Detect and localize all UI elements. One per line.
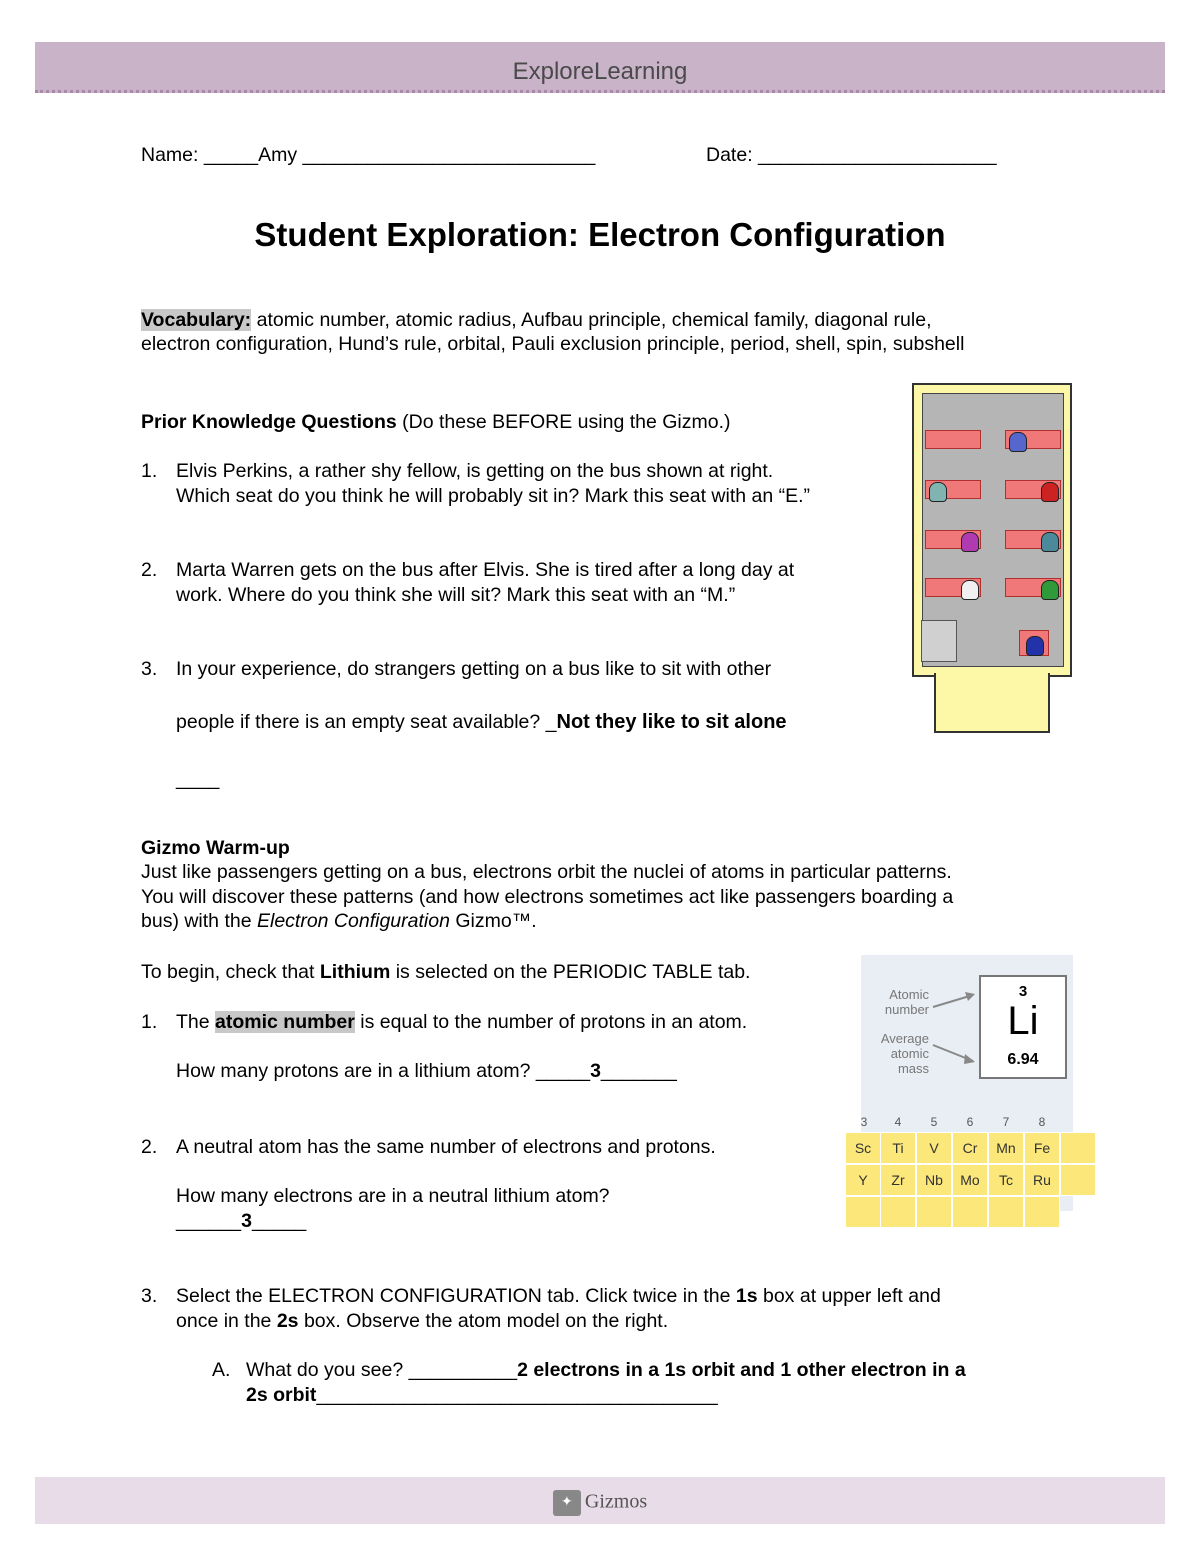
warmup-q3-line-2 [176,1309,668,1334]
explorelearning-logo: ExploreLearning [512,58,688,85]
prior-heading-text: Prior Knowledge Questions [141,411,397,433]
warmup-q1-question: How many protons are in a lithium atom? _____ [176,1060,591,1082]
warmup-q3-l2-post: box. Observe the atom model on the right. [298,1310,669,1332]
element-cell: Sc [845,1132,881,1164]
begin-element: Lithium [319,961,391,983]
warmup-q1-line [176,1010,747,1035]
date-field: Date: ______________________ [706,144,997,166]
bus-front [934,673,1050,733]
vocabulary-line-2: electron configuration, Hund’s rule, orbital, Pauli exclusion principle, period, shell, spin, subshell [141,333,965,355]
warmup-qA-letter: A. [212,1359,231,1381]
prior-heading-note: (Do these BEFORE using the Gizmo.) [396,411,731,433]
warmup-qA-line-1 [246,1358,966,1383]
header-banner [35,42,1165,93]
prior-q3-answer: Not they like to sit alone [556,711,787,733]
prior-q2-number: 2. [141,559,158,581]
driver-icon [1026,636,1044,656]
bus-body [912,383,1072,677]
warmup-para-line-1: Just like passengers getting on a bus, electrons orbit the nuclei of atoms in particular patterns. [141,861,952,883]
vocabulary-text-1: atomic number, atomic radius, Aufbau principle, chemical family, diagonal rule, [251,309,932,331]
vocabulary-label: Vocabulary: [141,309,252,331]
warmup-q1-pre: The [176,1011,216,1033]
passenger-icon [961,580,979,600]
warmup-qA-answer-2: 2s orbit [246,1384,317,1406]
passenger-icon [1041,532,1059,552]
prior-q1-number: 1. [141,460,158,482]
begin-post: is selected on the PERIODIC TABLE tab. [390,961,751,983]
element-cell [845,1196,881,1228]
passenger-icon [1041,580,1059,600]
element-cell: Mo [952,1164,988,1196]
warmup-q2-number: 2. [141,1136,158,1158]
warmup-qA-line-2 [246,1383,718,1408]
prior-q3-line-2 [176,710,787,735]
name-field: Name: _____Amy ___________________________ [141,144,596,166]
prior-q3-line-1: In your experience, do strangers getting on a bus like to sit with other [176,658,772,680]
warmup-q3-line-1 [176,1284,941,1309]
warmup-q1-ask [176,1059,677,1084]
warmup-heading: Gizmo Warm-up [141,837,290,859]
group-number: 5 [930,1115,938,1129]
warmup-q1-answer: 3 [590,1060,601,1082]
element-cell: Cr [952,1132,988,1164]
begin-pre: To begin, check that [141,961,320,983]
element-cell: Mn [988,1132,1024,1164]
warmup-q2-blank-pre: ______ [176,1210,242,1232]
box-2s: 2s [276,1310,299,1332]
group-number: 4 [894,1115,902,1129]
prior-knowledge-heading [141,410,731,435]
group-number: 3 [860,1115,868,1129]
element-cell [1024,1196,1060,1228]
atomic-number-label: Atomic number [884,987,929,1017]
warmup-q1-post: is equal to the number of protons in an atom. [354,1011,748,1033]
passenger-icon [961,532,979,552]
warmup-q3-l1-post: box at upper left and [757,1285,941,1307]
prior-q2-line-1: Marta Warren gets on the bus after Elvis. She is tired after a long day at [176,559,795,581]
prior-q3-number: 3. [141,658,158,680]
group-number: 7 [1002,1115,1010,1129]
passenger-icon [929,482,947,502]
warmup-q2-line: A neutral atom has the same number of electrons and protons. [176,1136,716,1158]
atomic-number-term: atomic number [215,1011,355,1033]
warmup-qA-question: What do you see? __________ [246,1359,518,1381]
element-cell [952,1196,988,1228]
element-cell: Fe [1024,1132,1060,1164]
bus-door [921,620,957,662]
prior-q3-line-3: ____ [176,768,220,790]
lithium-atomic-number: 3 [1018,983,1028,1000]
element-cell: Nb [916,1164,952,1196]
passenger-icon [1041,482,1059,502]
lithium-cell [979,975,1067,1079]
warmup-para-3-pre: bus) with the [141,910,257,932]
average-atomic-mass-label: Average atomic mass [880,1031,929,1076]
warmup-q1-number: 1. [141,1011,158,1033]
warmup-q3-number: 3. [141,1285,158,1307]
group-number: 8 [1038,1115,1046,1129]
lithium-mass: 6.94 [1007,1051,1039,1068]
periodic-table-snippet [854,955,1073,1211]
prior-q1-line-1: Elvis Perkins, a rather shy fellow, is getting on the bus shown at right. [176,460,774,482]
box-1s: 1s [735,1285,758,1307]
warmup-q3-l2-pre: once in the [176,1310,277,1332]
element-cell [880,1196,916,1228]
page-title: Student Exploration: Electron Configuration [254,216,946,253]
warmup-qA-answer-1: 2 electrons in a 1s orbit and 1 other electron in a [517,1359,966,1381]
group-number: 6 [966,1115,974,1129]
element-cell: Zr [880,1164,916,1196]
bus-aisle [922,393,1064,667]
warmup-q3-l1-pre: Select the ELECTRON CONFIGURATION tab. Click twice in the [176,1285,736,1307]
warmup-q2-answer: 3 [241,1210,252,1232]
warmup-para-3-post: Gizmo™. [449,910,537,932]
warmup-q2-blank-post: _____ [251,1210,307,1232]
passenger-icon [1009,432,1027,452]
warmup-q1-tail: _______ [600,1060,677,1082]
prior-q3-question: people if there is an empty seat available? _ [176,711,557,733]
warmup-q2-answer-line [176,1209,306,1234]
gizmos-icon: ✦ [553,1490,581,1516]
prior-q2-line-2: work. Where do you think she will sit? Mark this seat with an “M.” [176,584,736,606]
element-cell: Tc [988,1164,1024,1196]
element-cell: Ru [1024,1164,1060,1196]
element-cell [916,1196,952,1228]
bus-seat [925,430,981,449]
element-cell [1060,1164,1096,1196]
element-cell [1060,1132,1096,1164]
gizmo-name: Electron Configuration [256,910,450,932]
vocabulary-line-1 [141,308,932,333]
bus-diagram [912,383,1070,735]
warmup-qA-tail: _____________________________________ [316,1384,718,1406]
footer-banner [35,1477,1165,1524]
element-cell [988,1196,1024,1228]
gizmos-logo [35,1490,1165,1516]
begin-instruction [141,960,750,985]
gizmos-logo-text: Gizmos [584,1490,648,1513]
lithium-symbol: Li [1007,999,1039,1043]
element-cell: Ti [880,1132,916,1164]
prior-q1-line-2: Which seat do you think he will probably sit in? Mark this seat with an “E.” [176,485,811,507]
element-cell: V [916,1132,952,1164]
warmup-para-line-3 [141,909,537,934]
warmup-para-line-2: You will discover these patterns (and how electrons sometimes act like passengers boarding a [141,886,954,908]
warmup-q2-ask: How many electrons are in a neutral lithium atom? [176,1185,610,1207]
element-cell: Y [845,1164,881,1196]
